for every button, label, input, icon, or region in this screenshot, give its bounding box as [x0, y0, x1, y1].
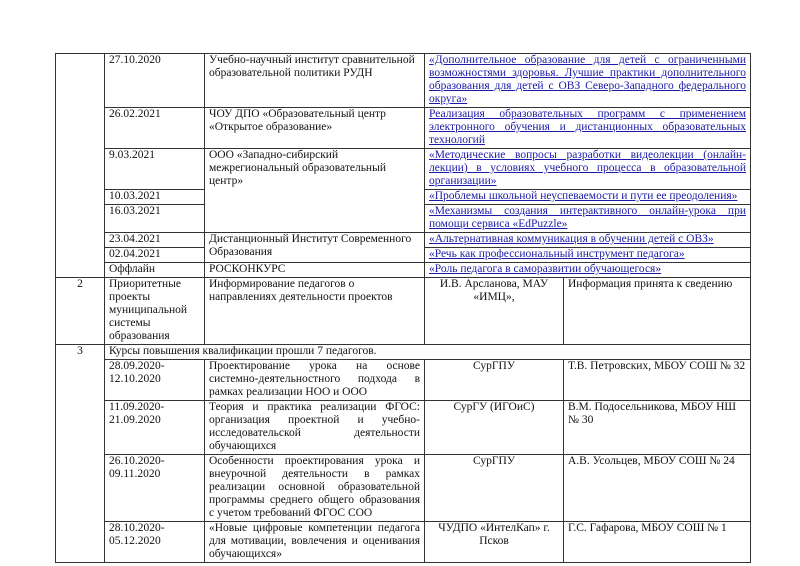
event-link[interactable]: «Роль педагога в саморазвитии обучающегося»	[425, 263, 751, 278]
report-table	[55, 53, 751, 563]
event-date: 9.03.2021	[105, 149, 205, 190]
event-date: Оффлайн	[105, 263, 205, 278]
table-row	[56, 455, 751, 522]
course-teacher: А.В. Усольцев, МБОУ СОШ № 24	[564, 455, 751, 522]
course-teacher: Г.С. Гафарова, МБОУ СОШ № 1	[564, 522, 751, 563]
row-number: 3	[56, 345, 105, 563]
course-title: Проектирование урока на основе системно-деятельностного подхода в рамках реализации НОО и ООО	[205, 360, 425, 401]
course-dates: 11.09.2020-21.09.2020	[105, 401, 205, 455]
event-link[interactable]: Реализация образовательных программ с применением электронного обучения и дистанционных образовательных технологий	[425, 108, 751, 149]
event-link[interactable]: «Речь как профессиональный инструмент педагога»	[425, 248, 751, 263]
table-row	[56, 149, 751, 190]
organizer: ООО «Западно-сибирский межрегиональный образовательный центр»	[205, 149, 425, 233]
table-row	[56, 278, 751, 345]
table-row	[56, 401, 751, 455]
organizer: Дистанционный Институт Современного Образования	[205, 233, 425, 263]
event-link[interactable]: «Механизмы создания интерактивного онлайн-урока при помощи сервиса «EdPuzzle»	[425, 205, 751, 233]
table-row	[56, 263, 751, 278]
course-provider: ЧУДПО «ИнтелКап» г. Псков	[425, 522, 564, 563]
responsible: И.В. Арсланова, МАУ «ИМЦ»,	[425, 278, 564, 345]
event-date: 10.03.2021	[105, 190, 205, 205]
row-number: 2	[56, 278, 105, 345]
table-row	[56, 522, 751, 563]
direction: Приоритетные проекты муниципальной системы образования	[105, 278, 205, 345]
event-date: 16.03.2021	[105, 205, 205, 233]
empty-number-cell	[56, 54, 105, 278]
event-date: 27.10.2020	[105, 54, 205, 108]
event-link[interactable]: «Альтернативная коммуникация в обучении детей с ОВЗ»	[425, 233, 751, 248]
course-title: Теория и практика реализации ФГОС: организация проектной и учебно-исследовательской деятельности обучающихся	[205, 401, 425, 455]
organizer: ЧОУ ДПО «Образовательный центр «Открытое образование»	[205, 108, 425, 149]
course-dates: 28.10.2020-05.12.2020	[105, 522, 205, 563]
event-date: 23.04.2021	[105, 233, 205, 248]
section-heading: Курсы повышения квалификации прошли 7 педагогов.	[105, 345, 751, 360]
course-teacher: Т.В. Петровских, МБОУ СОШ № 32	[564, 360, 751, 401]
organizer: РОСКОНКУРС	[205, 263, 425, 278]
table-row	[56, 345, 751, 360]
course-provider: СурГПУ	[425, 455, 564, 522]
table-row	[56, 108, 751, 149]
organizer: Учебно-научный институт сравнительной образовательной политики РУДН	[205, 54, 425, 108]
event-link[interactable]: «Методические вопросы разработки видеолекции (онлайн-лекции) в условиях учебного процесса в образовательной организации»	[425, 149, 751, 190]
event-link[interactable]: «Дополнительное образование для детей с ограниченными возможностями здоровья. Лучшие практики дополнительного образования для детей с ОВЗ Северо-Западного федерального округа»	[425, 54, 751, 108]
course-title: «Новые цифровые компетенции педагога для мотивации, вовлечения и оценивания обучающихся»	[205, 522, 425, 563]
event-date: 26.02.2021	[105, 108, 205, 149]
content: Информирование педагогов о направлениях деятельности проектов	[205, 278, 425, 345]
event-date: 02.04.2021	[105, 248, 205, 263]
course-provider: СурГПУ	[425, 360, 564, 401]
table-row	[56, 233, 751, 248]
course-title: Особенности проектирования урока и внеурочной деятельности в рамках реализации основной образовательной программы среднего общего образования с учетом требований ФГОС СОО	[205, 455, 425, 522]
course-dates: 28.09.2020-12.10.2020	[105, 360, 205, 401]
result: Информация принята к сведению	[564, 278, 751, 345]
course-teacher: В.М. Подосельникова, МБОУ НШ № 30	[564, 401, 751, 455]
table-row	[56, 54, 751, 108]
course-provider: СурГУ (ИГОиС)	[425, 401, 564, 455]
table-row	[56, 360, 751, 401]
event-link[interactable]: «Проблемы школьной неуспеваемости и пути ее преодоления»	[425, 190, 751, 205]
course-dates: 26.10.2020-09.11.2020	[105, 455, 205, 522]
